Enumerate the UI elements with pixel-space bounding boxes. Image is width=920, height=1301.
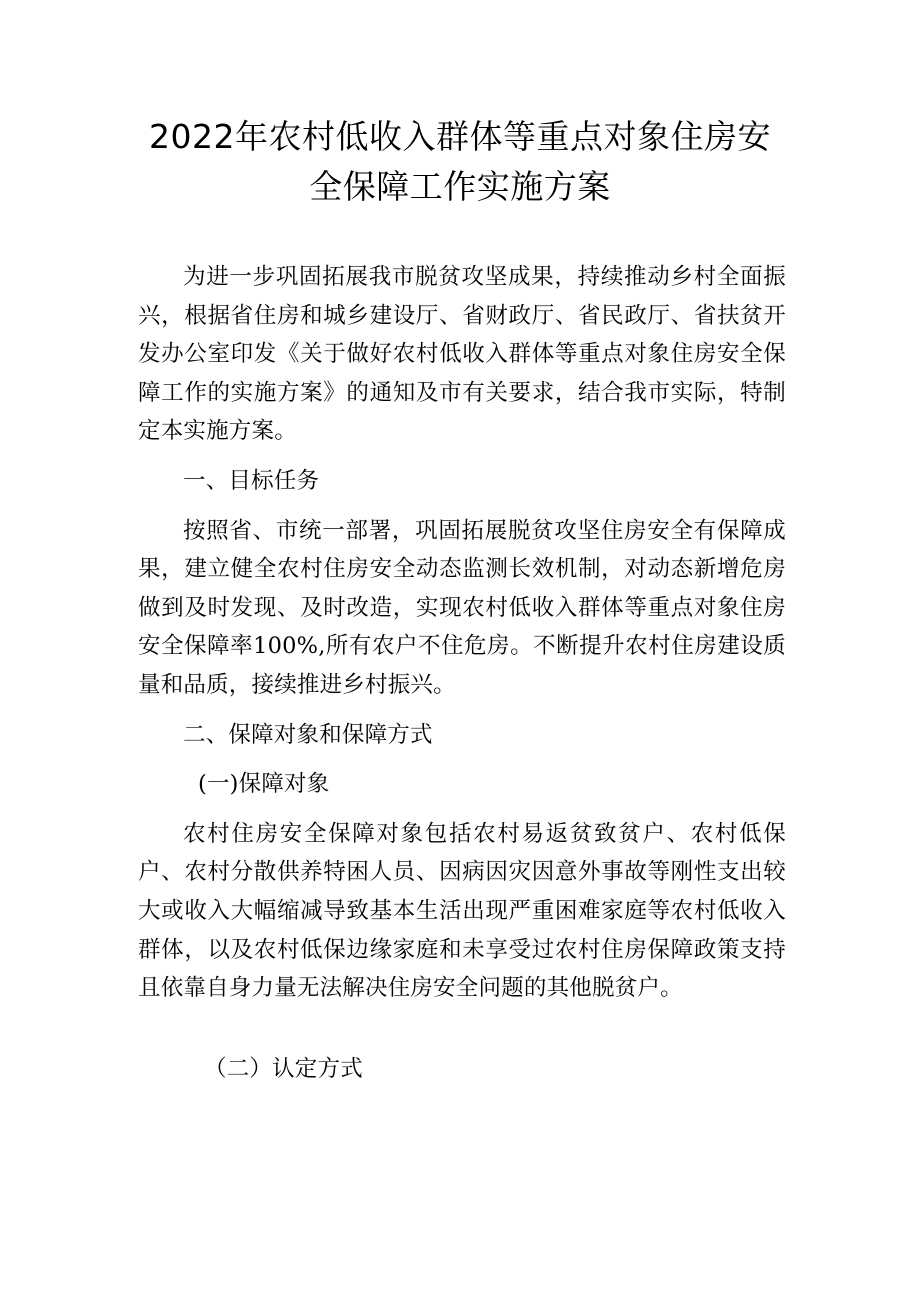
section-2-heading: 二、保障对象和保障方式 [183, 721, 433, 748]
document-body [138, 258, 786, 1088]
section-1-paragraph: 按照省、市统一部署，巩固拓展脱贫攻坚住房安全有保障成果，建立健全农村住房安全动态监测长效机制，对动态新增危房做到及时发现、及时改造，实现农村低收入群体等重点对象住房安全保障率100%,所有农户不住危房。不断提升农村住房建设质量和品质，接续推进乡村振兴。 [138, 517, 786, 698]
title-line-2: 全保障工作实施方案 [309, 167, 611, 206]
subsection-1-paragraph: 农村住房安全保障对象包括农村易返贫致贫户、农村低保户、农村分散供养特困人员、因病因灾因意外事故等刚性支出较大或收入大幅缩减导致基本生活出现严重困难家庭等农村低收入群体，以及农村低保边缘家庭和未享受过农村住房保障政策支持且依靠自身力量无法解决住房安全问题的其他脱贫户。 [138, 820, 786, 1002]
subsection-1-heading: (一)保障对象 [198, 771, 330, 798]
subsection-2-heading: （二）认定方式 [204, 1055, 363, 1082]
section-1-heading: 一、目标任务 [183, 467, 320, 494]
intro-paragraph: 为进一步巩固拓展我市脱贫攻坚成果，持续推动乡村全面振兴，根据省住房和城乡建设厅、省财政厅、省民政厅、省扶贫开发办公室印发《关于做好农村低收入群体等重点对象住房安全保障工作的实施方案》的通知及市有关要求，结合我市实际，特制定本实施方案。 [138, 264, 786, 445]
document-title [120, 112, 800, 212]
title-line-1: 2022年农村低收入群体等重点对象住房安 [149, 117, 771, 156]
